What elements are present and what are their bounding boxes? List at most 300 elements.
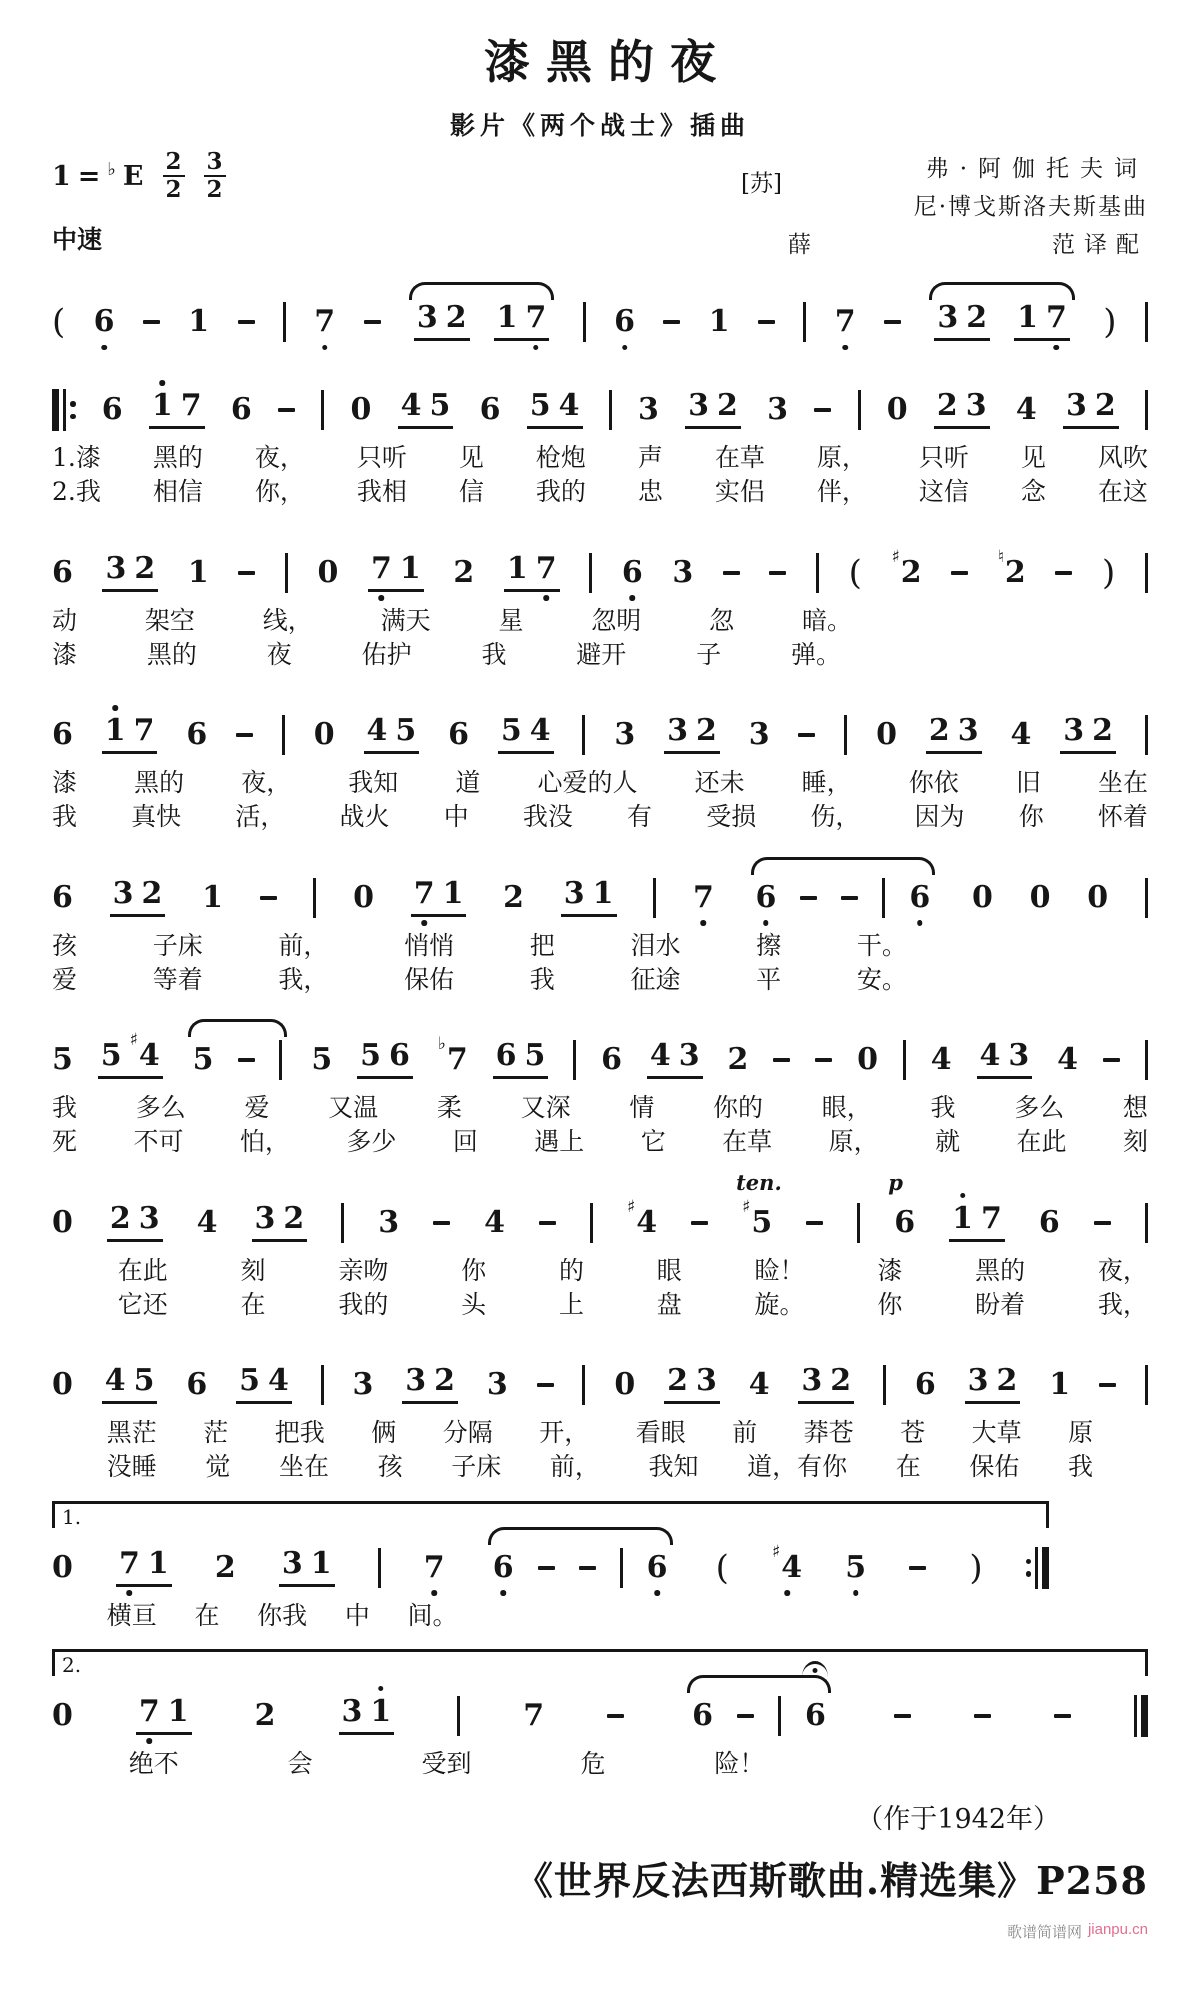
lyric-syllable: 险！ <box>714 1748 765 1778</box>
slur-group <box>188 1040 287 1080</box>
system-10 <box>52 1649 1148 1779</box>
octave-dot-below <box>421 920 427 926</box>
note <box>614 717 636 752</box>
duration-dash <box>364 320 381 324</box>
note <box>614 1367 636 1402</box>
duration-dash <box>806 1221 823 1225</box>
octave-dot-below <box>654 1590 660 1596</box>
song-title: 漆黑的夜 <box>484 35 732 89</box>
duration-dash <box>278 408 295 412</box>
lyric-syllable: 没睡 <box>106 1452 157 1482</box>
note <box>52 879 73 915</box>
lyric-syllable: 间。 <box>407 1600 458 1630</box>
duration-dash <box>260 896 277 900</box>
barline <box>653 878 656 918</box>
note <box>1094 388 1116 423</box>
note-value: 3 <box>405 1363 427 1398</box>
note <box>437 1034 468 1077</box>
lyric-row <box>52 964 907 995</box>
duration-dash <box>539 1221 556 1225</box>
lyric-syllable: 在 <box>194 1600 220 1630</box>
note <box>767 392 788 427</box>
note-value: 4 <box>196 1204 218 1240</box>
note <box>621 554 643 590</box>
beam-group <box>934 388 990 429</box>
note <box>310 1545 332 1581</box>
note <box>52 554 73 590</box>
note <box>389 1038 410 1073</box>
note <box>1046 300 1067 335</box>
beam-group <box>402 1363 458 1404</box>
octave-dot-below <box>431 1590 437 1596</box>
lyric-syllable: 觉 <box>205 1452 231 1482</box>
note <box>772 1541 803 1585</box>
note <box>445 300 467 335</box>
note <box>727 1042 749 1077</box>
note-value: 2 <box>1004 554 1026 590</box>
notation-row <box>52 851 1148 921</box>
duration-dash <box>723 571 740 575</box>
note <box>692 1697 713 1733</box>
note <box>353 879 374 915</box>
lyric-syllable: 悄悄 <box>404 930 455 960</box>
watermark <box>52 1921 1148 1942</box>
note <box>563 875 585 911</box>
lyric-syllable: 你的 <box>713 1093 764 1122</box>
note-value: 0 <box>972 879 993 915</box>
lyric-syllable: 风吹 <box>1097 443 1148 472</box>
accidental-#: ♯ <box>891 546 900 567</box>
lyric-syllable: 前， <box>278 930 329 960</box>
beam-group <box>339 1693 395 1735</box>
note <box>118 1545 140 1581</box>
note-value: 5 <box>524 1038 546 1073</box>
lyric-syllable: 泪水 <box>630 930 681 960</box>
lyric-syllable: 前， <box>549 1452 600 1482</box>
barline <box>279 1040 282 1080</box>
note-value: 1 <box>708 304 730 339</box>
note-value: 7 <box>180 388 202 423</box>
composition-date: （作于1942年） <box>856 1804 1060 1835</box>
note <box>936 388 958 423</box>
note-value: 4 <box>1057 1042 1079 1077</box>
beam-group <box>411 875 467 917</box>
note-value: 6 <box>389 1038 410 1073</box>
note-value: 3 <box>341 1693 363 1729</box>
note-value: 3 <box>957 713 979 748</box>
lyric-syllable: 在 <box>895 1452 921 1482</box>
note <box>524 1038 546 1073</box>
note-value: 6 <box>93 304 115 339</box>
duration-dash <box>894 1714 911 1718</box>
lyric-syllable: 又深 <box>520 1093 571 1122</box>
beam-group <box>102 713 158 754</box>
lyric-row <box>52 930 907 961</box>
lyric-row <box>107 1600 458 1631</box>
note <box>695 713 717 748</box>
lyric-syllable: 见 <box>458 443 484 472</box>
barline <box>1145 1203 1148 1243</box>
notation-row <box>52 1013 1148 1083</box>
accidental-#: ♯ <box>627 1196 636 1217</box>
lyric-syllable: 的 <box>558 1255 584 1285</box>
lyric-syllable: 头 <box>461 1289 487 1319</box>
note-value: 3 <box>378 1204 400 1240</box>
beam-group <box>561 875 617 917</box>
barline <box>1145 390 1148 430</box>
note <box>672 554 694 590</box>
octave-dot-below <box>322 345 328 351</box>
lyric-syllable: 中 <box>344 1600 370 1630</box>
note-value: 3 <box>614 717 636 752</box>
lyric-syllable: 这信 <box>918 477 969 507</box>
note-value: 1 <box>952 1200 973 1236</box>
octave-dot-below <box>630 595 636 601</box>
lyric-syllable: 道，有你 <box>747 1452 848 1482</box>
lyric-syllable: 在草 <box>714 443 765 472</box>
lyric-syllable: 星 <box>498 605 524 635</box>
lyric-syllable: 伤， <box>810 802 861 832</box>
note <box>1049 1367 1071 1402</box>
lyric-syllable: 满天 <box>380 605 431 635</box>
octave-dot-below <box>127 1590 133 1596</box>
note-value: 4 <box>930 1042 952 1077</box>
note-value: 2 <box>434 1363 456 1398</box>
note <box>317 554 339 590</box>
note-value: 5 <box>500 713 522 748</box>
note-value: 6 <box>52 717 73 752</box>
note-value: 6 <box>894 1204 916 1240</box>
note-value: 5 <box>429 388 451 423</box>
note <box>496 300 518 335</box>
note <box>429 388 451 423</box>
note <box>254 1697 276 1733</box>
beam-group <box>685 388 741 429</box>
lyric-syllable: 看眼 <box>635 1418 686 1447</box>
note-value: 1 <box>188 304 210 339</box>
note <box>805 1697 826 1733</box>
lyric-syllable: 你 <box>1018 802 1044 832</box>
barline-re <box>1026 1547 1050 1589</box>
note-value: 5 <box>133 1363 155 1398</box>
note-value: 2 <box>996 1363 1018 1398</box>
note <box>967 1363 989 1398</box>
duration-dash <box>841 896 858 900</box>
lyric-syllable: 柔 <box>436 1093 462 1122</box>
lyric-syllable: 坐在 <box>1097 768 1148 797</box>
note <box>614 304 636 339</box>
barline <box>844 715 847 755</box>
beam-group <box>136 1693 192 1735</box>
note <box>667 1363 688 1398</box>
note-value: 2 <box>453 554 475 590</box>
note-value: 0 <box>1087 879 1109 915</box>
beam-group <box>1063 388 1119 429</box>
duration-dash <box>238 571 255 575</box>
lyric-syllable: 莽苍 <box>803 1418 854 1447</box>
barline <box>1145 1365 1148 1405</box>
note-value: 6 <box>692 1697 713 1733</box>
time-signature-1 <box>163 150 185 202</box>
note <box>180 388 202 423</box>
note <box>52 302 66 342</box>
barline <box>341 1203 344 1243</box>
note-value: 3 <box>105 550 127 586</box>
lyric-syllable: 我相 <box>356 477 407 507</box>
duration-dash <box>433 1221 450 1225</box>
lyric-syllable: 念 <box>1020 477 1046 507</box>
note <box>413 875 435 911</box>
octave-dot-below <box>842 345 848 351</box>
notation-row <box>52 363 1148 433</box>
lyric-syllable: 我， <box>1097 1289 1148 1319</box>
lyric-syllable: 线， <box>262 605 313 635</box>
barline <box>583 302 586 342</box>
beam-group <box>498 713 554 754</box>
lyric-syllable: 2.我 <box>52 477 101 507</box>
note <box>442 875 464 911</box>
note <box>360 1038 382 1073</box>
duration-dash <box>951 571 968 575</box>
note-value: 2 <box>830 1363 852 1398</box>
lyric-syllable: 忽 <box>709 605 735 635</box>
note <box>748 717 770 752</box>
note <box>558 388 580 423</box>
key-tonic: 1 <box>52 160 71 192</box>
beam-group <box>398 388 454 429</box>
note-value: 2 <box>966 300 988 335</box>
note <box>535 550 557 586</box>
note <box>311 1042 333 1077</box>
lyric-syllable: 干。 <box>856 930 907 960</box>
note <box>708 304 730 339</box>
note-value: 6 <box>230 392 252 427</box>
note-value: 3 <box>667 713 688 748</box>
note-value: 4 <box>484 1204 505 1240</box>
lyric-syllable: 想 <box>1122 1093 1148 1122</box>
notation-row <box>52 526 1148 596</box>
note <box>341 1693 363 1729</box>
note-value: 4 <box>104 1363 126 1398</box>
note <box>186 717 208 752</box>
note-value: 7 <box>118 1545 140 1581</box>
lyric-syllable: 漆 <box>52 768 78 797</box>
lyric-syllable: 佑护 <box>361 639 412 669</box>
barline <box>590 1203 593 1243</box>
lyric-row <box>52 1126 1148 1157</box>
note <box>52 1367 73 1402</box>
lyric-syllable: 活， <box>235 802 286 832</box>
duration-dash <box>814 408 831 412</box>
note <box>638 392 659 427</box>
octave-dot-below <box>853 1590 859 1596</box>
note <box>695 1363 717 1398</box>
lyric-syllable: 夜 <box>266 639 292 669</box>
lyric-syllable: 在 <box>240 1289 266 1319</box>
note <box>845 1549 867 1585</box>
beam-group <box>102 550 158 592</box>
lyric-syllable: 漆 <box>52 639 78 669</box>
lyric-syllable: 我没 <box>522 802 573 832</box>
note-value: 7 <box>314 304 336 339</box>
note-value: 5 <box>52 1042 73 1077</box>
duration-dash <box>538 1566 555 1570</box>
note <box>405 1363 427 1398</box>
lyric-syllable: 不可 <box>133 1127 184 1157</box>
note <box>196 1204 218 1240</box>
note-value: 2 <box>695 713 717 748</box>
lyric-syllable: 受到 <box>421 1748 472 1778</box>
note <box>239 1363 260 1398</box>
lyric-syllable: 就 <box>935 1127 961 1157</box>
duration-dash <box>773 1058 790 1062</box>
lyric-row <box>107 1451 1093 1482</box>
lyric-syllable: 你 <box>877 1289 903 1319</box>
note-value: 2 <box>283 1200 305 1236</box>
duration-dash <box>238 1058 255 1062</box>
octave-dot-below <box>622 345 628 351</box>
note <box>52 1042 73 1077</box>
system-3 <box>52 526 1148 671</box>
lyric-syllable: 子床 <box>451 1452 502 1482</box>
lyric-syllable: 我的 <box>535 477 586 507</box>
note-value: 7 <box>1046 300 1067 335</box>
note-value: 3 <box>352 1367 374 1402</box>
notation-row <box>52 688 1148 758</box>
note-value: 1 <box>202 879 223 915</box>
note-value: 4 <box>529 713 551 748</box>
note <box>529 388 551 423</box>
note-value: 7 <box>535 550 557 586</box>
lyric-syllable: 分隔 <box>442 1418 493 1447</box>
note-value: 3 <box>416 300 438 335</box>
barline <box>313 878 316 918</box>
lyric-row <box>52 767 1148 798</box>
lyric-syllable: 前 <box>732 1418 758 1447</box>
octave-dot-above <box>112 705 118 711</box>
note-value: 1 <box>1049 1367 1071 1402</box>
lyric-syllable: 在此 <box>117 1255 168 1285</box>
beam-group <box>107 1200 163 1242</box>
note-value: 2 <box>1094 388 1116 423</box>
note <box>952 1200 973 1236</box>
note <box>188 304 210 339</box>
note-value: 1 <box>1017 300 1039 335</box>
note <box>101 392 123 427</box>
lyric-syllable: 多么 <box>135 1093 186 1122</box>
note-value: 3 <box>767 392 788 427</box>
note-value: 0 <box>857 1042 878 1077</box>
barline <box>457 1696 460 1736</box>
note-value: 1 <box>496 300 518 335</box>
note <box>138 1693 160 1729</box>
lyric-syllable: 保佑 <box>969 1452 1020 1482</box>
note-value: 6 <box>101 392 123 427</box>
note-value: 1 <box>104 713 126 748</box>
beam-group <box>926 713 982 754</box>
bar-thick <box>52 389 59 431</box>
note <box>914 1367 936 1402</box>
note-value: 6 <box>492 1549 514 1585</box>
system-9 <box>52 1501 1148 1631</box>
note-value: 3 <box>801 1363 823 1398</box>
lyric-syllable: 子床 <box>152 930 203 960</box>
barline <box>883 1365 886 1405</box>
note-value: 1 <box>310 1545 332 1581</box>
notation-row <box>52 1169 1148 1246</box>
lyric-syllable: 俩 <box>371 1418 397 1447</box>
beam-group <box>149 388 205 429</box>
beam-group <box>647 1038 703 1079</box>
lyric-syllable: 眼 <box>656 1255 682 1285</box>
beam-group <box>364 713 420 754</box>
system-1 <box>52 275 1148 345</box>
beam-group <box>1014 300 1070 341</box>
note <box>601 1042 623 1077</box>
notation-row <box>52 1677 1148 1739</box>
barline <box>1145 1040 1148 1080</box>
duration-dash <box>1055 571 1072 575</box>
note <box>378 1204 400 1240</box>
lyric-syllable: 爱 <box>52 964 78 994</box>
barline <box>589 553 592 593</box>
note-value: 6 <box>479 392 501 427</box>
lyric-syllable: 刻 <box>1122 1127 1148 1157</box>
note-value: 6 <box>621 554 643 590</box>
repeat-dot <box>70 401 76 407</box>
watermark-site: 歌谱简谱网 <box>1006 1924 1082 1941</box>
note <box>186 1367 208 1402</box>
note-value: 0 <box>313 717 335 752</box>
note-value: 7 <box>133 713 155 748</box>
barline <box>858 390 861 430</box>
note <box>281 1545 303 1581</box>
octave-dot-below <box>917 920 923 926</box>
note <box>646 1549 668 1585</box>
lyric-syllable: 只听 <box>918 443 969 472</box>
note-value: 3 <box>678 1038 700 1073</box>
note-value: 5 <box>529 388 551 423</box>
duration-dash <box>800 896 817 900</box>
lyric-syllable: 夜， <box>254 443 305 472</box>
note <box>366 713 388 748</box>
note <box>834 304 856 339</box>
barline <box>285 553 288 593</box>
note-value: 7 <box>525 300 547 335</box>
note-value: 2 <box>141 875 163 911</box>
duration-dash <box>238 320 255 324</box>
lyric-syllable: 漆 <box>877 1255 903 1285</box>
octave-dot-below <box>533 345 539 351</box>
beam-group <box>527 388 583 429</box>
note-value: 5 <box>845 1549 867 1585</box>
lyric-syllable: 回 <box>452 1127 478 1157</box>
lyric-syllable: 弹。 <box>791 639 842 669</box>
note-value: ( <box>848 552 862 593</box>
beam-group <box>252 1200 308 1242</box>
note-value: 6 <box>52 554 73 590</box>
note <box>52 1697 73 1733</box>
lyric-syllable: 盼着 <box>975 1289 1026 1319</box>
note <box>755 879 777 915</box>
note-value: 2 <box>717 388 738 423</box>
beam-group <box>494 300 550 341</box>
note-value: 4 <box>636 1204 658 1240</box>
lyric-syllable: 怕， <box>239 1127 290 1157</box>
note <box>423 1549 445 1585</box>
note-value: 6 <box>186 1367 208 1402</box>
note <box>888 1169 916 1240</box>
